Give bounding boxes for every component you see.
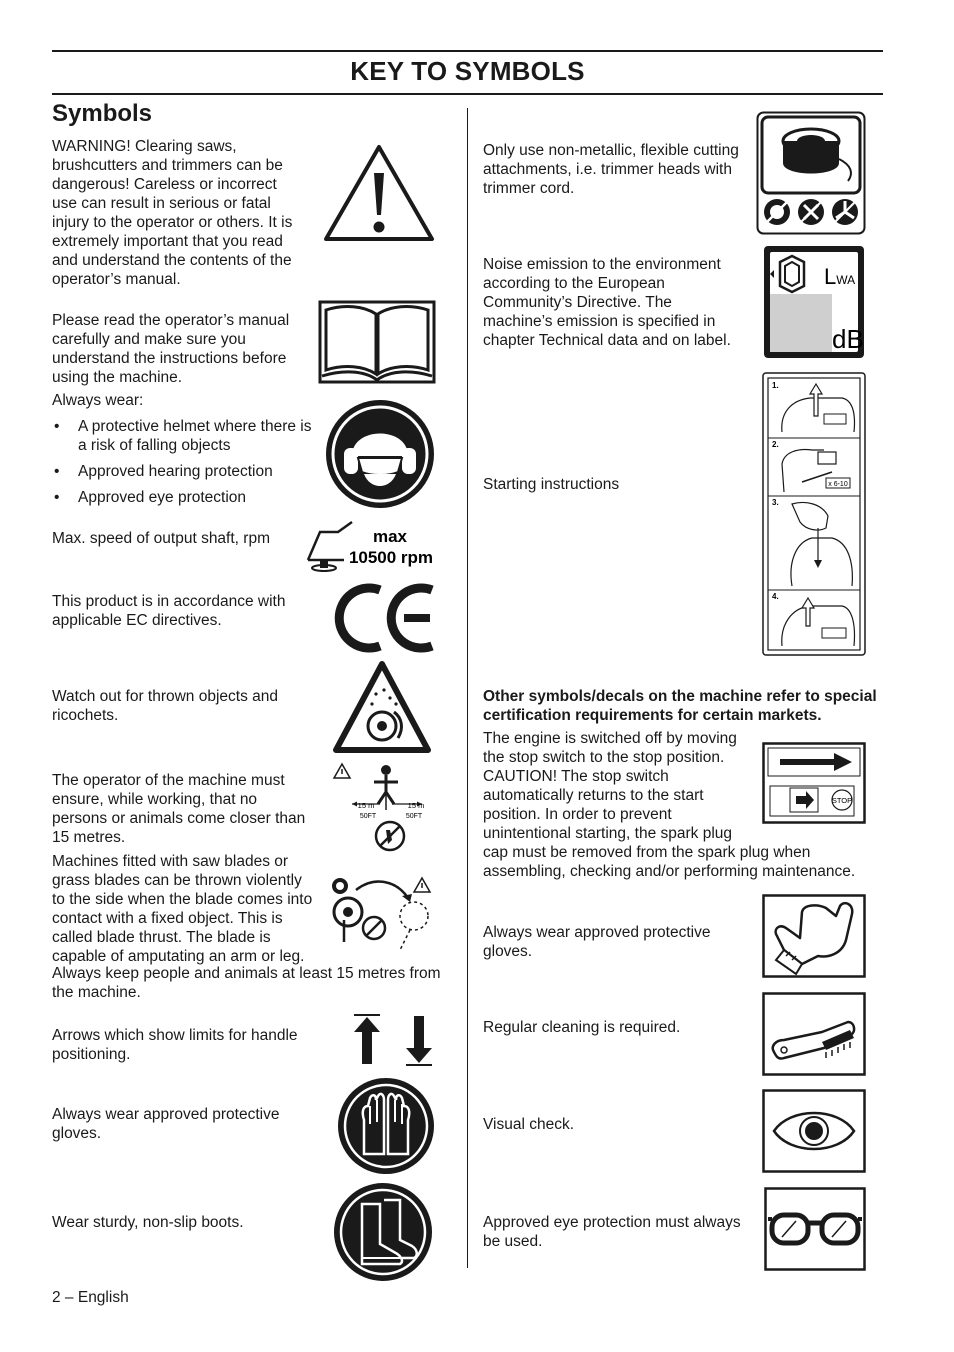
boots-text: Wear sturdy, non-slip boots. [52,1214,244,1231]
spark-plug-text: cap must be removed from the spark plug when assembling, checking and/or performing maintenance. [483,844,856,880]
rpm-value: 10500 rpm [348,548,434,567]
eye-icon [762,1089,866,1173]
list-item: • A protective helmet where there is a risk of falling objects [52,417,318,455]
lwa-text: L [824,264,837,289]
page-title: KEY TO SYMBOLS [350,56,585,86]
eye-protection-text: Approved eye protection must always be used. [483,1214,741,1250]
step-3-label: 3. [772,498,779,507]
step-1-label: 1. [772,381,779,390]
list-item: • Approved eye protection [52,488,318,507]
other-symbols-note: Other symbols/decals on the machine refer to special certification requirements for certain markets. [483,688,877,724]
helmet-ear-eye-protection-icon [324,398,436,510]
repeat-count: x 6-10 [828,481,848,488]
safety-boots-icon [332,1182,434,1282]
handle-limit-arrows-icon [350,1012,438,1068]
glove-icon [762,894,866,978]
trimmer-head-icon [756,111,866,235]
column-divider [467,108,468,1268]
starting-instructions-icon [762,372,866,656]
distance-m-right: 15 m [407,801,425,810]
safety-glasses-icon [764,1187,866,1271]
step-2-label: 2. [772,440,779,449]
gloves-text-left: Always wear approved protective gloves. [52,1106,280,1142]
starting-instructions-text: Starting instructions [483,476,620,493]
ce-mark-icon [334,582,438,654]
visual-check-text: Visual check. [483,1116,575,1133]
max-rpm-icon [304,518,440,578]
gloves-text-right: Always wear approved protective gloves. [483,924,711,960]
protective-gloves-icon [336,1076,436,1176]
page-footer: 2 – English [52,1289,129,1306]
blade-thrust-text: Machines fitted with saw blades or grass blades can be thrown violently to the side when the blade comes into contact with a fixed object. This is called blade thrust. The blade is capable of amputating an arm or leg. [52,853,313,965]
keep-distance-text: Always keep people and animals at least 15 metres from the machine. [52,965,441,1001]
manual-text: Please read the operator’s manual carefully and make sure you understand the instructions before using the machine. [52,312,290,386]
distance-ft-left: 50FT [359,813,377,820]
step-4-label: 4. [772,592,779,601]
safety-distance-text: The operator of the machine must ensure, while working, that no persons or animals come closer than 15 metres. [52,772,306,846]
warning-text: WARNING! Clearing saws, brushcutters and trimmers can be dangerous! Careless or incorrect use can result in serious or fatal injury to the operator or others. It is extremely important that you read and understand the contents of the operator’s manual. [52,138,293,288]
db-label: dB [832,324,864,354]
max-label: max [372,527,408,546]
open-book-icon [318,300,436,384]
lwa-subscript: WA [836,273,856,287]
stop-switch-text: The engine is switched off by moving the stop switch to the stop position. CAUTION! The stop switch automatically returns to the start position. In order to prevent unintentional starting, the spark plug [483,730,737,842]
blade-thrust-icon [326,872,438,968]
handle-limits-text: Arrows which show limits for handle positioning. [52,1027,298,1063]
stop-switch-icon [762,742,866,824]
non-metallic-text: Only use non-metallic, flexible cutting attachments, i.e. trimmer heads with trimmer cord. [483,142,739,197]
max-speed-text: Max. speed of output shaft, rpm [52,530,270,547]
warning-triangle-icon [322,143,436,243]
distance-m-left: 15 m [357,801,375,810]
protective-wear-list [52,417,318,507]
cleaning-text: Regular cleaning is required. [483,1019,681,1036]
section-heading: Symbols [52,100,153,127]
stop-label: STOP [831,796,853,805]
top-rule [52,50,883,52]
always-wear-label: Always wear: [52,392,144,409]
list-item: • Approved hearing protection [52,462,318,481]
noise-emission-text: Noise emission to the environment according to the European Community’s Directive. The machine’s emission is specified in chapter Technical data and on label. [483,256,731,349]
cleaning-brush-icon [762,992,866,1076]
ce-text: This product is in accordance with applicable EC directives. [52,593,286,629]
thrown-objects-text: Watch out for thrown objects and ricochets. [52,688,279,724]
safety-distance-icon [330,760,440,854]
thrown-objects-warning-icon [332,660,432,754]
noise-emission-icon [762,244,866,360]
distance-ft-right: 50FT [405,813,423,820]
title-underline [52,93,883,95]
